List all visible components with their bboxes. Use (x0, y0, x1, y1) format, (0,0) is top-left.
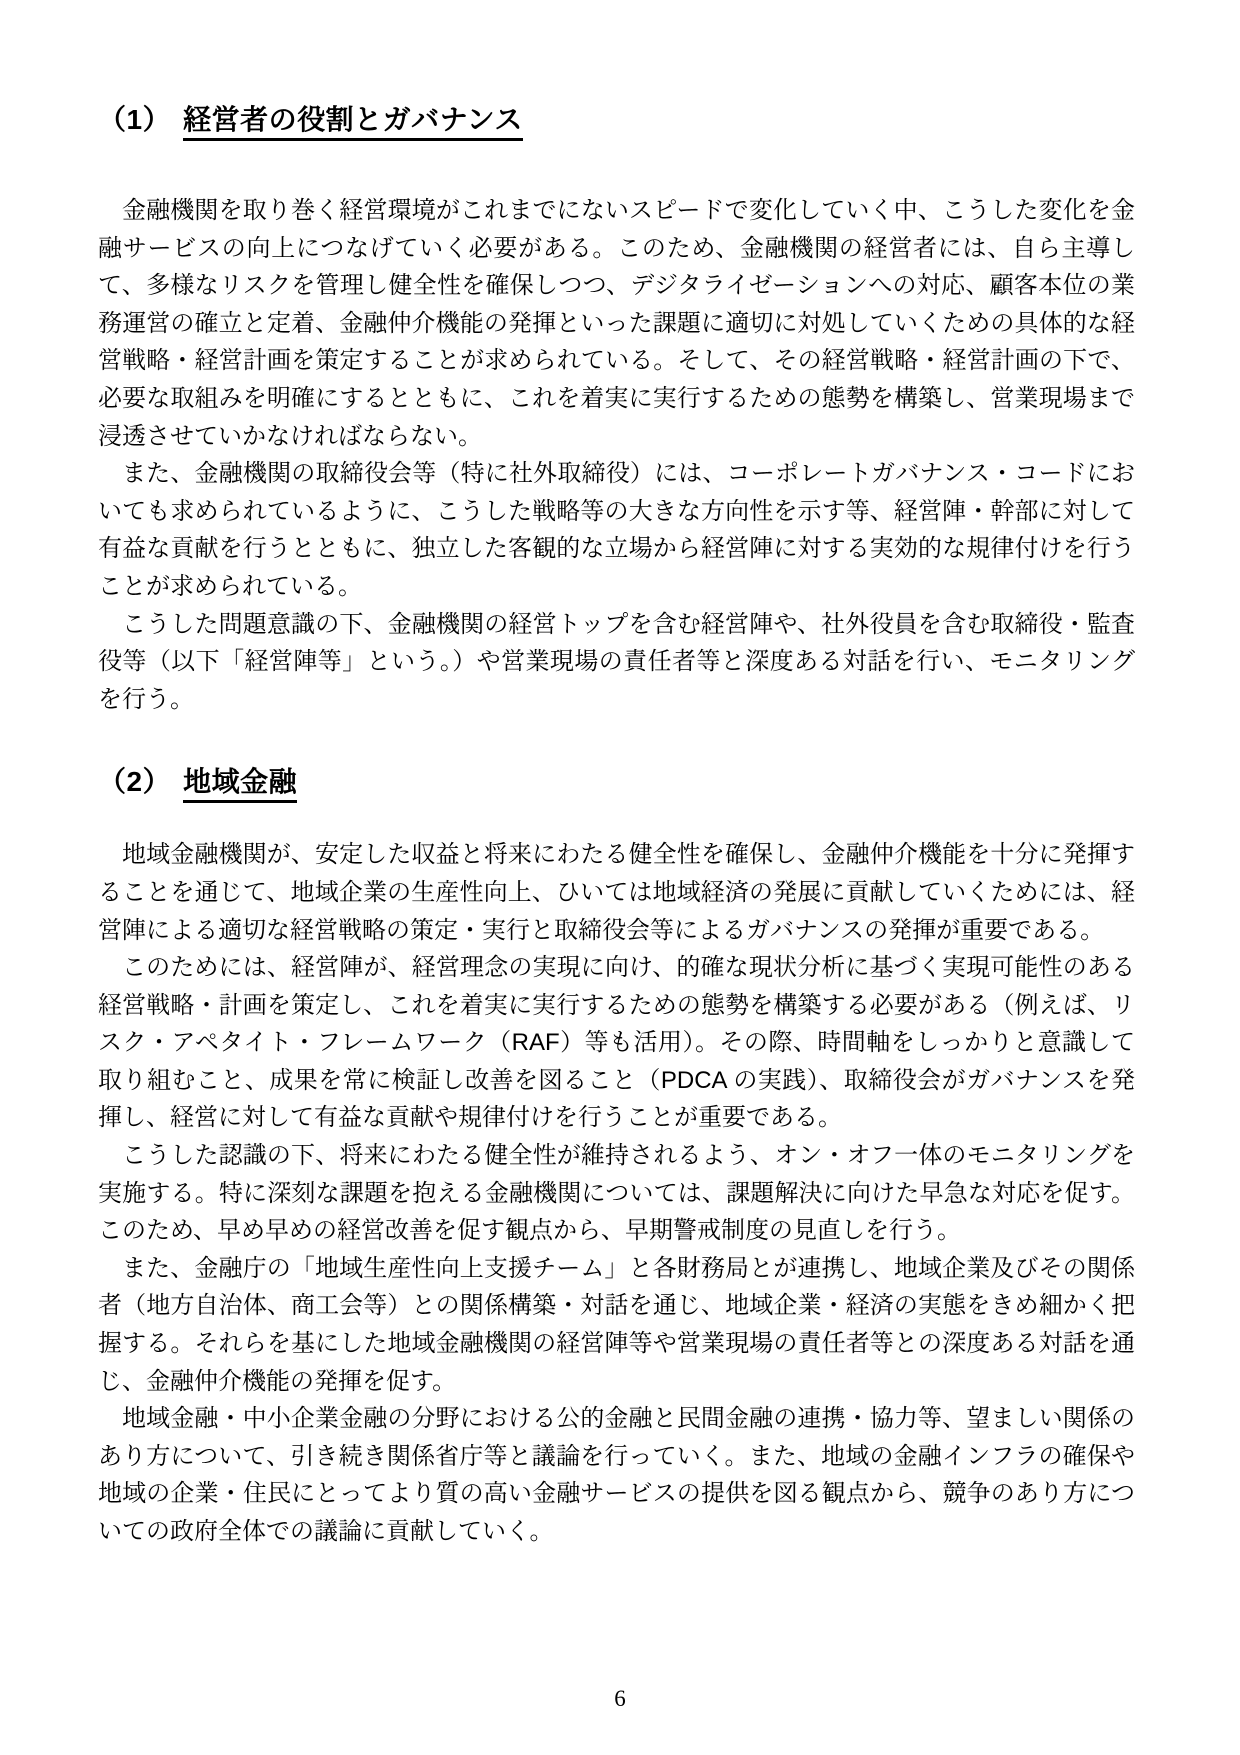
section-1-paragraph-1: 金融機関を取り巻く経営環境がこれまでにないスピードで変化していく中、こうした変化を金融サービスの向上につなげていく必要がある。このため、金融機関の経営者には、自ら主導して、多様なリスクを管理し健全性を確保しつつ、デジタライゼーションへの対応、顧客本位の業務運営の確立と定着、金融仲介機能の発揮といった課題に適切に対処していくための具体的な経営戦略・経営計画を策定することが求められている。そして、その経営戦略・経営計画の下で、必要な取組みを明確にするとともに、これを着実に実行するための態勢を構築し、営業現場まで浸透させていかなければならない。 (98, 197, 1135, 450)
section-1-title: 経営者の役割とガバナンス (183, 104, 523, 141)
section-1-number: （1） (98, 104, 172, 135)
section-1-paragraph-2: また、金融機関の取締役会等（特に社外取締役）には、コーポレートガバナンス・コードにおいても求められているように、こうした戦略等の大きな方向性を示す等、経営陣・幹部に対して有益な貢献を行うとともに、独立した客観的な立場から経営陣に対する実効的な規律付けを行うことが求められている。 (98, 460, 1135, 600)
section-2-title: 地域金融 (183, 766, 297, 803)
section-2-paragraph-2: このためには、経営陣が、経営理念の実現に向け、的確な現状分析に基づく実現可能性のある経営戦略・計画を策定し、これを着実に実行するための態勢を構築する必要がある（例えば、リスク・アペタイト・フレームワーク（RAF）等も活用）。その際、時間軸をしっかりと意識して取り組むこと、成果を常に検証し改善を図ること（PDCA の実践）、取締役会がガバナンスを発揮し、経営に対して有益な貢献や規律付けを行うことが重要である。 (98, 954, 1135, 1132)
section-2-heading (98, 762, 1135, 802)
page-content (98, 0, 1135, 1551)
section-2-paragraph-4: また、金融庁の「地域生産性向上支援チーム」と各財務局とが連携し、地域企業及びその関係者（地方自治体、商工会等）との関係構築・対話を通じ、地域企業・経済の実態をきめ細かく把握する。それらを基にした地域金融機関の経営陣等や営業現場の責任者等との深度ある対話を通じ、金融仲介機能の発揮を促す。 (98, 1254, 1135, 1395)
page-number: 6 (614, 1686, 626, 1711)
section-2-paragraph-3: こうした認識の下、将来にわたる健全性が維持されるよう、オン・オフ一体のモニタリングを実施する。特に深刻な課題を抱える金融機関については、課題解決に向けた早急な対応を促す。このため、早め早めの経営改善を促す観点から、早期警戒制度の見直しを行う。 (98, 1142, 1135, 1245)
section-2-paragraph-1: 地域金融機関が、安定した収益と将来にわたる健全性を確保し、金融仲介機能を十分に発揮することを通じて、地域企業の生産性向上、ひいては地域経済の発展に貢献していくためには、経営陣による適切な経営戦略の策定・実行と取締役会等によるガバナンスの発揮が重要である。 (98, 841, 1135, 944)
section-2-paragraph-5: 地域金融・中小企業金融の分野における公的金融と民間金融の連携・協力等、望ましい関係のあり方について、引き続き関係省庁等と議論を行っていく。また、地域の金融インフラの確保や地域の企業・住民にとってより質の高い金融サービスの提供を図る観点から、競争のあり方についての政府全体での議論に貢献していく。 (98, 1405, 1135, 1545)
section-1-paragraph-3: こうした問題意識の下、金融機関の経営トップを含む経営陣や、社外役員を含む取締役・監査役等（以下「経営陣等」という。）や営業現場の責任者等と深度ある対話を行い、モニタリングを行う。 (98, 610, 1135, 713)
section-2-number: （2） (98, 766, 172, 798)
section-1-heading (98, 100, 1135, 140)
